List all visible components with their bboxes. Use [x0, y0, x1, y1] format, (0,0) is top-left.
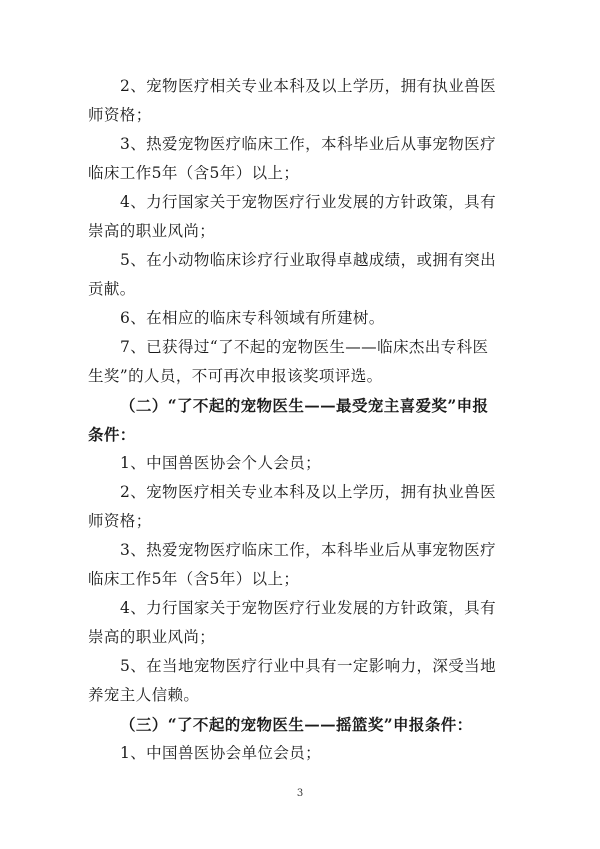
section-heading: （二）“了不起的宠物医生——最受宠主喜爱奖”申报 — [120, 396, 489, 415]
text-line: 临床工作5年（含5年）以上； — [88, 164, 300, 182]
text-line: 3、热爱宠物医疗临床工作，本科毕业后从事宠物医疗 — [120, 541, 496, 559]
text-line: 3、热爱宠物医疗临床工作，本科毕业后从事宠物医疗 — [120, 135, 496, 153]
section-heading: （三）“了不起的宠物医生——摇篮奖”申报条件： — [120, 715, 473, 734]
page-number: 3 — [296, 788, 304, 799]
text-line: 5、在小动物临床诊疗行业取得卓越成绩，或拥有突出 — [120, 251, 496, 269]
text-line: 师资格； — [88, 106, 152, 124]
text-line: 2、宠物医疗相关专业本科及以上学历，拥有执业兽医 — [120, 77, 496, 95]
text-line: 7、已获得过“了不起的宠物医生——临床杰出专科医 — [120, 338, 489, 356]
text-line: 5、在当地宠物医疗行业中具有一定影响力，深受当地 — [120, 657, 496, 675]
text-line: 6、在相应的临床专科领域有所建树。 — [120, 309, 385, 327]
text-line: 1、中国兽医协会个人会员； — [120, 454, 322, 472]
text-line: 1、中国兽医协会单位会员； — [120, 744, 322, 762]
text-line: 2、宠物医疗相关专业本科及以上学历，拥有执业兽医 — [120, 483, 496, 501]
text-line: 贡献。 — [88, 280, 136, 298]
text-line: 崇高的职业风尚； — [88, 628, 216, 646]
text-line: 临床工作5年（含5年）以上； — [88, 570, 300, 588]
section-heading: 条件： — [88, 425, 136, 444]
text-line: 生奖”的人员，不可再次申报该奖项评选。 — [88, 367, 383, 385]
text-line: 养宠主人信赖。 — [88, 686, 200, 704]
document-body — [88, 72, 520, 768]
text-line: 师资格； — [88, 512, 152, 530]
text-line: 4、力行国家关于宠物医疗行业发展的方针政策，具有 — [120, 599, 496, 617]
text-line: 4、力行国家关于宠物医疗行业发展的方针政策，具有 — [120, 193, 496, 211]
text-line: 崇高的职业风尚； — [88, 222, 216, 240]
